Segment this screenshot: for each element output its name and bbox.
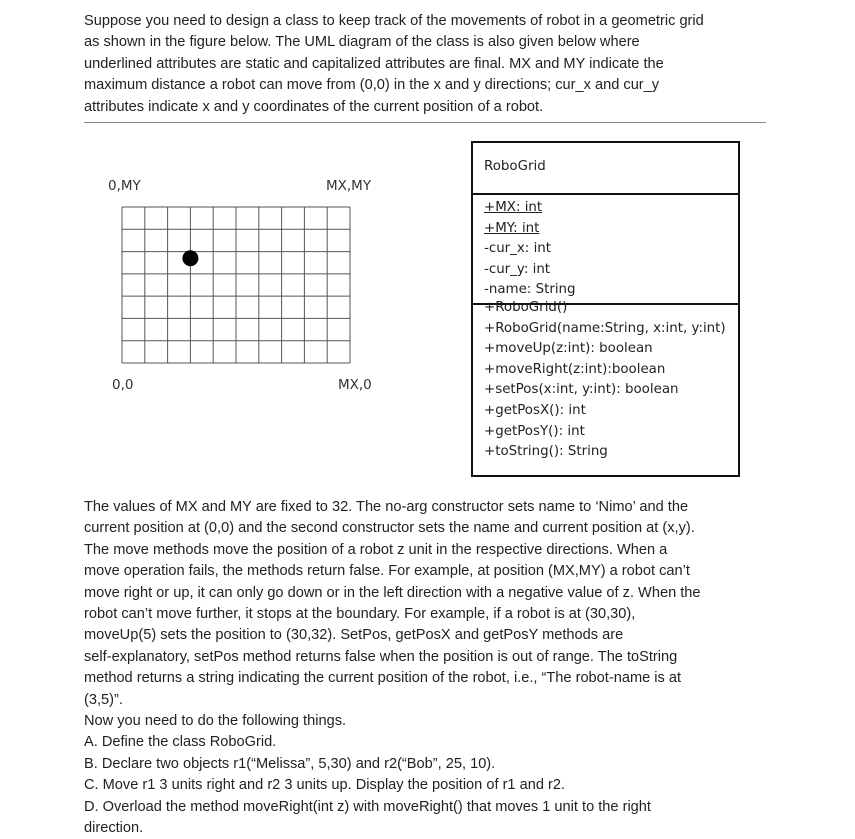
uml-attribute: -name: String [484, 282, 576, 298]
corner-label-bottom-right: MX,0 [338, 377, 372, 393]
uml-method: +setPos(x:int, y:int): boolean [484, 382, 679, 398]
corner-label-top-left: 0,MY [108, 178, 141, 194]
uml-attributes-section [473, 195, 738, 305]
intro-line: underlined attributes are static and capitalized attributes are final. MX and MY indicate the [84, 55, 664, 72]
uml-attribute: +MY: int [484, 220, 540, 236]
description-line: method returns a string indicating the current position of the robot, i.e., “The robot-name is at [84, 670, 682, 687]
uml-class-name-section [473, 143, 738, 195]
corner-label-bottom-left: 0,0 [112, 377, 134, 393]
robot-marker [182, 250, 198, 266]
task-item-b: B. Declare two objects r1(“Melissa”, 5,30) and r2(“Bob”, 25, 10). [84, 755, 496, 772]
task-intro: Now you need to do the following things. [84, 713, 347, 729]
uml-class-diagram [471, 141, 740, 477]
description-line: moveUp(5) sets the position to (30,32). SetPos, getPosX and getPosY methods are [84, 627, 624, 644]
description-paragraph [84, 497, 764, 711]
intro-line: maximum distance a robot can move from (0,0) in the x and y directions; cur_x and cur_y [84, 77, 660, 94]
uml-method: +getPosY(): int [484, 423, 585, 439]
intro-line: attributes indicate x and y coordinates of the current position of a robot. [84, 98, 544, 115]
uml-method: +moveUp(z:int): boolean [484, 341, 653, 357]
uml-attribute: +MX: int [484, 200, 543, 215]
intro-line: as shown in the figure below. The UML diagram of the class is also given below where [84, 34, 640, 51]
description-line: The values of MX and MY are fixed to 32. The no-arg constructor sets name to ‘Nimo’ and the [84, 499, 689, 515]
uml-method: +RoboGrid(name:String, x:int, y:int) [484, 320, 726, 336]
divider [84, 122, 766, 123]
description-line: (3,5)”. [84, 691, 123, 708]
uml-attribute: -cur_x: int [484, 241, 552, 257]
task-item-c: C. Move r1 3 units right and r2 3 units up. Display the position of r1 and r2. [84, 777, 566, 794]
task-item-d-cont: direction. [84, 820, 144, 837]
description-line: move operation fails, the methods return false. For example, at position (MX,MY) a robot can’t [84, 563, 690, 580]
uml-method: +RoboGrid() [484, 300, 568, 315]
description-line: move right or up, it can only go down or in the left direction with a negative value of z. When the [84, 584, 701, 601]
task-list [84, 711, 764, 839]
task-item-a: A. Define the class RoboGrid. [84, 734, 277, 751]
uml-attribute: -cur_y: int [484, 261, 551, 277]
intro-paragraph [84, 11, 764, 118]
intro-line: Suppose you need to design a class to keep track of the movements of robot in a geometric grid [84, 13, 704, 29]
uml-class-name: RoboGrid [484, 159, 546, 174]
task-item-d: D. Overload the method moveRight(int z) with moveRight() that moves 1 unit to the right [84, 798, 651, 815]
description-line: current position at (0,0) and the second constructor sets the name and current position at (x,y). [84, 520, 695, 537]
description-line: robot can’t move further, it stops at the boundary. For example, if a robot is at (30,30), [84, 606, 636, 623]
description-line: The move methods move the position of a robot z unit in the respective directions. When a [84, 541, 668, 558]
uml-method: +getPosX(): int [484, 403, 586, 418]
grid-diagram [120, 205, 352, 365]
uml-method: +moveRight(z:int):boolean [484, 361, 666, 377]
corner-label-top-right: MX,MY [326, 178, 372, 194]
description-line: self-explanatory, setPos method returns false when the position is out of range. The toString [84, 648, 678, 665]
uml-method: +toString(): String [484, 444, 608, 460]
